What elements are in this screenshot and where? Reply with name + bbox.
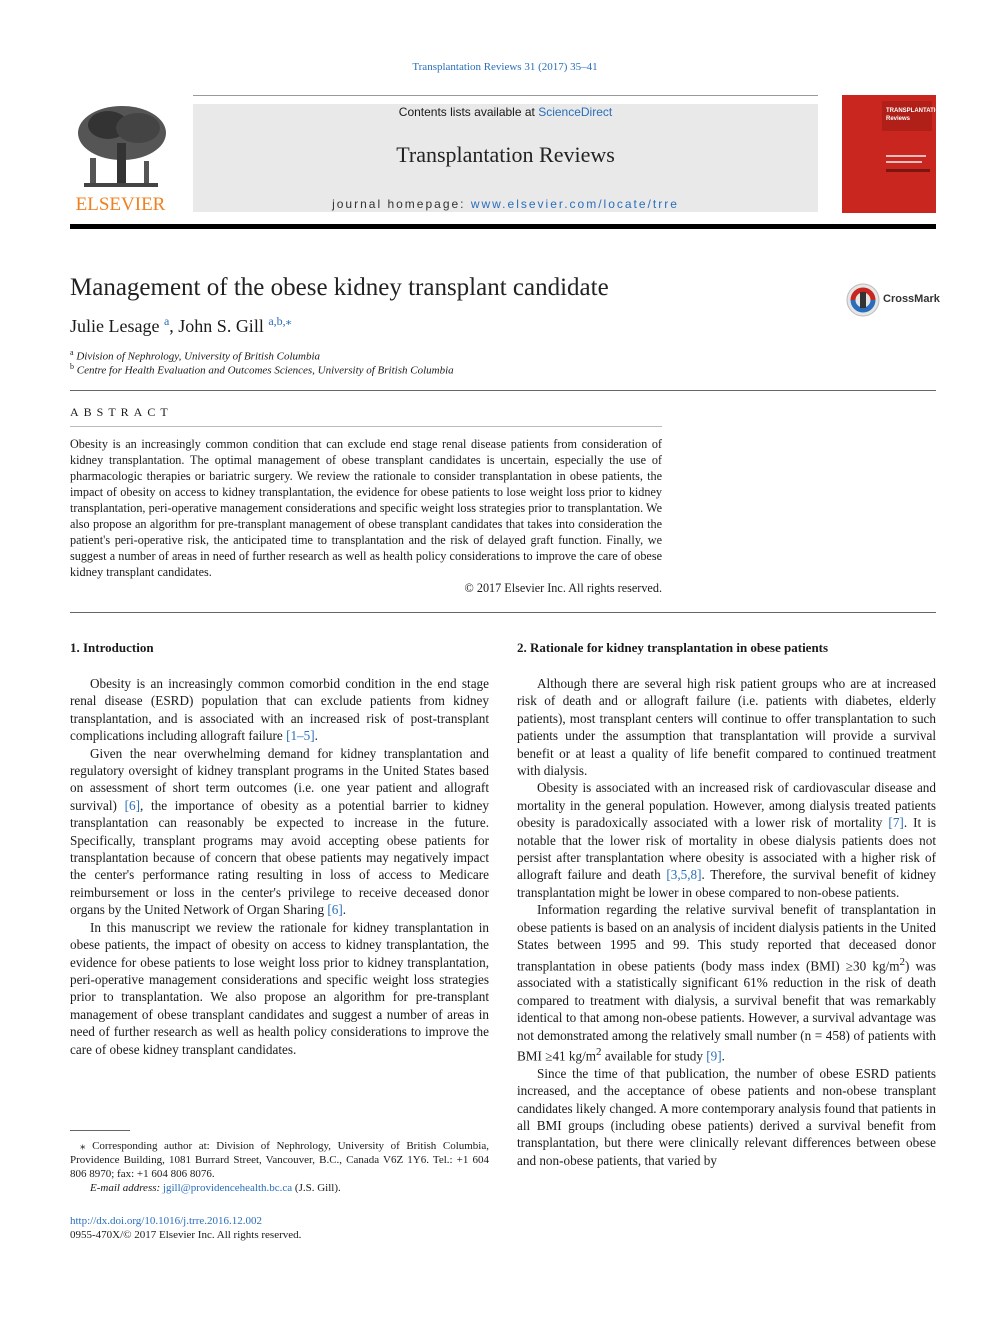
journal-title: Transplantation Reviews: [396, 142, 615, 167]
abstract-heading: ABSTRACT: [70, 405, 173, 419]
header-rule: [193, 95, 818, 96]
abstract-copyright: © 2017 Elsevier Inc. All rights reserved.: [464, 581, 662, 595]
section-heading-introduction: 1. Introduction: [70, 640, 154, 655]
elsevier-wordmark: ELSEVIER: [75, 194, 166, 215]
crossmark-badge[interactable]: CrossMark: [846, 283, 936, 317]
paragraph: Information regarding the relative survival benefit of transplantation in obese patients is based on an analysis of incident dialysis patients in the United States between 1995 and 99. This study reported that deceased donor transplantation in obese patients (body mass index (BMI) ≥30 $kg/m^2$) was associated with a statistically significant 61% reduction in the risk of death compared to treatment with dialysis, a survival benefit that was remarkably identical to that among non-obese patients. However, a survival advantage was not demonstrated among the relatively small number (n = 458) of patients with BMI ≥41 $kg/m^2$ available for study [9].: [517, 902, 936, 1064]
author-list: Julie Lesage $^a$, John S. Gill $^{a,b,⁎}$: [70, 314, 292, 336]
email-link[interactable]: jgill@providencehealth.bc.ca: [162, 1182, 293, 1194]
reference-link[interactable]: [1–5]: [286, 728, 315, 744]
article-title: Management of the obese kidney transplant candidate: [70, 274, 609, 301]
affiliation-a: $^a$ Division of Nephrology, University of British Columbia: [70, 348, 321, 363]
reference-link[interactable]: [6]: [327, 902, 343, 918]
reference-link[interactable]: [3,5,8]: [666, 867, 702, 883]
reference-link[interactable]: [9]: [706, 1048, 722, 1064]
left-column-body: [70, 675, 489, 1058]
section-heading-rationale: 2. Rationale for kidney transplantation in obese patients: [517, 640, 829, 655]
paragraph: Given the near overwhelming demand for kidney transplantation and regulatory oversight of kidney transplant programs in the United States based on assessment of short term outcomes (i.e. one year patient and allograft survival) [6], the importance of obesity as a potential barrier to kidney transplantation can reasonably be expected to increase in the future. Specifically, transplant programs may avoid accepting obese patients for transplantation because of concern that obese patients may negatively impact the center's performance rating resulting in loss of access to Medicare reimbursement or loss in the center's privilege to receive deceased donor organs by the United Network of Organ Sharing [6].: [70, 745, 489, 918]
homepage-link[interactable]: www.elsevier.com/locate/trre: [470, 197, 679, 211]
paragraph: Since the time of that publication, the number of obese ESRD patients increased, and the acceptance of obese patients and non-obese transplant candidates likely changed. A more contemporary analysis found that patients in all BMI groups (including obese patients) derived a survival benefit from transplantation, but there were clinically relevant differences between obese and non-obese patients, that varied by: [517, 1065, 936, 1168]
author1-affiliation-mark[interactable]: a: [163, 314, 170, 328]
corresponding-author-footnote: ⁎ Corresponding author at: Division of Nephrology, University of British Columbia, Providence Building, 1081 Burrard Street, Vancouver, B.C., Canada V6Z 1Y6. Tel.: +1 604 806 8970; fax: +1 604 806 8076. E-mail address: jgill@providencehealth.bc.ca (J.S. Gill).: [70, 1140, 489, 1194]
journal-homepage: journal homepage: www.elsevier.com/locate/trre: [332, 197, 679, 211]
header-thick-rule: [70, 224, 936, 229]
reference-link[interactable]: [6]: [124, 797, 140, 813]
doi-link[interactable]: http://dx.doi.org/10.1016/j.trre.2016.12.002: [70, 1215, 262, 1227]
journal-cover-thumbnail[interactable]: TRANSPLANTATION Reviews: [842, 95, 936, 213]
abstract-rule: [70, 426, 662, 427]
paragraph: In this manuscript we review the rationale for kidney transplantation in obese patients, the impact of obesity on access to kidney transplantation, the evidence for obese patients to lose weight loss prior to kidney transplantation, peri-operative management considerations and specific weight loss strategies prior to transplantation. We also propose an algorithm for pre-transplant management of obese transplant candidates and suggest a number of areas in need of further research as well as health policy considerations to improve the care of obese kidney transplant candidates.: [70, 919, 489, 1057]
doi-block: http://dx.doi.org/10.1016/j.trre.2016.12.002 0955-470X/© 2017 Elsevier Inc. All rights reserved.: [70, 1215, 302, 1241]
sciencedirect-link[interactable]: ScienceDirect: [538, 105, 613, 119]
footnote-rule: [70, 1130, 130, 1131]
paragraph: Obesity is associated with an increased risk of cardiovascular disease and mortality in the general population. However, among dialysis treated patients obesity is paradoxically associated with a lower risk of mortality [7]. It is notable that the lower risk of mortality in obese dialysis patients does not persist after transplantation where obesity is associated with a higher risk of allograft failure and death [3,5,8]. Therefore, the survival benefit of kidney transplantation might be lower in obese compared to non-obese patients.: [517, 780, 936, 900]
divider: [70, 390, 936, 391]
affiliation-b: $^b$ Centre for Health Evaluation and Outcomes Sciences, University of British Columbia: [70, 362, 454, 377]
abstract-text: Obesity is an increasingly common condition that can exclude end stage renal disease patients from consideration of kidney transplantation. The optimal management of obese transplant candidates is uncertain, especially the use of pharmacologic therapies or bariatric surgery. We review the rationale to consider transplantation in obese patients, the impact of obesity on access to kidney transplantation, the evidence for obese patients to lose weight loss prior to kidney transplantation, peri-operative management considerations and specific weight loss strategies prior to transplantation. We also propose an algorithm for pre-transplant management of obese transplant candidates that takes into consideration the patient's peri-operative risk, the anticipated time to transplantation and the risk of delayed graft function. Finally, we suggest a number of areas in need of further research as well as health policy considerations to improve the care of obese kidney transplant candidates.: [70, 437, 662, 579]
divider: [70, 612, 936, 613]
paragraph: Obesity is an increasingly common comorbid condition in the end stage renal disease (ESRD) population that can exclude patients from kidney transplantation, and is associated with an increased risk of post-transplant complications including allograft failure [1–5].: [70, 676, 489, 744]
contents-line: Contents lists available at ScienceDirect: [398, 105, 613, 119]
author2-affiliation-mark[interactable]: a,b,: [268, 314, 286, 328]
reference-link[interactable]: [7]: [888, 815, 904, 831]
right-column-body: [517, 675, 936, 1169]
journal-citation[interactable]: Transplantation Reviews 31 (2017) 35–41: [412, 61, 598, 73]
crossmark-icon: [846, 283, 880, 317]
paragraph: Although there are several high risk patient groups who are at increased risk of death and or allograft failure (i.e. patients with diabetes, elderly patients), most transplant centers will continue to offer transplantation to such patients under the assumption that transplantation will provide a survival benefit or at least a quality of life benefit compared to continued treatment with dialysis.: [517, 676, 936, 779]
corresponding-author-mark[interactable]: ⁎: [285, 314, 292, 328]
